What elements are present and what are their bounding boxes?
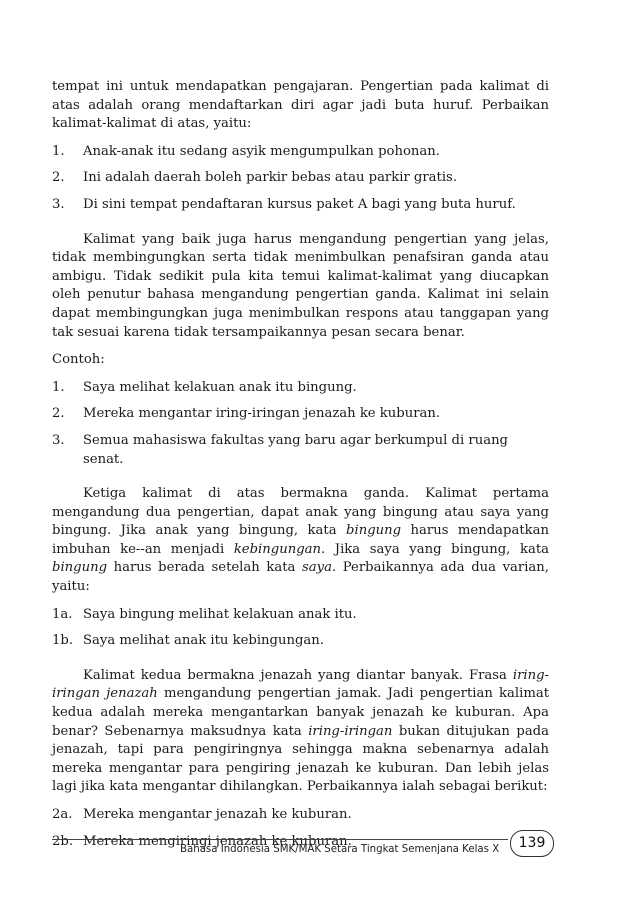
list-1 <box>52 143 549 215</box>
page-footer <box>52 830 562 870</box>
list-text: Mereka mengantar jenazah ke kuburan. <box>83 807 352 822</box>
list-number: 1. <box>52 143 65 159</box>
list-item <box>52 143 549 162</box>
italic-term: bingung <box>346 523 402 539</box>
list-number: 1b. <box>52 633 74 649</box>
list-text: Semua mahasiswa fakultas yang baru agar berkumpul di ruang senat. <box>83 432 509 467</box>
text-run: mengandung pengertian jamak. Jadi pengertian kalimat kedua adalah mereka mengantarkan banyak jenazah ke kuburan. Apa benar? Sebenarnya maksudnya kata <box>52 686 549 739</box>
list-number: 3. <box>52 196 65 212</box>
list-item <box>52 606 549 625</box>
list-item <box>52 632 549 651</box>
text-run: bukan ditujukan pada jenazah, tapi para pengiringnya sehingga makna sebenarnya adalah mereka mengantar para pengiring jenazah ke kuburan. Dan lebih jelas lagi jika kata mengantar dihilangkan. Perbaikannya ialah sebagai berikut: <box>52 723 549 795</box>
list-number: 2a. <box>52 807 73 822</box>
italic-term: kebingungan <box>233 541 321 557</box>
text-run: . Perbaikannya ada dua varian, yaitu: <box>52 560 549 595</box>
paragraph-2: Kalimat yang baik juga harus mengandung pengertian yang jelas, tidak membingungkan serta tidak menimbulkan penafsiran ganda atau ambigu. Tidak sedikit pula kita temui kalimat-kalimat yang diucapkan oleh penutur bahasa mengandung pengertian ganda. Kalimat ini selain dapat membingungkan juga menimbulkan respons atau tanggapan yang tak sesuai karena tidak tersampaikannya pesan secara benar. <box>52 231 549 340</box>
text-run: . Jika saya yang bingung, kata <box>321 541 549 557</box>
list-3 <box>52 606 549 651</box>
text-run: Ketiga kalimat di atas bermakna ganda. Kalimat pertama mengandung dua pengertian, dapat anak yang bingung atau saya yang bingung. Jika anak yang bingung, kata <box>52 486 549 539</box>
list-number: 2. <box>52 406 65 422</box>
list-item <box>52 806 549 825</box>
list-number: 2. <box>52 170 65 186</box>
italic-term: iring-iringan jenazah <box>52 667 549 702</box>
list-text: Ini adalah daerah boleh parkir bebas atau parkir gratis. <box>83 170 458 186</box>
list-number: 1a. <box>52 606 73 622</box>
page-body <box>52 78 549 851</box>
footer-divider <box>52 839 508 840</box>
example-label: Contoh: <box>52 352 105 368</box>
list-text: Mereka mengiringi jenazah ke kuburan. <box>83 833 352 849</box>
page-number: 139 <box>510 830 554 857</box>
list-text: Saya bingung melihat kelakuan anak itu. <box>83 606 357 622</box>
list-text: Di sini tempat pendaftaran kursus paket A bagi yang buta huruf. <box>83 196 516 212</box>
italic-term: bingung <box>52 560 108 576</box>
paragraph-1: tempat ini untuk mendapatkan pengajaran. Pengertian pada kalimat di atas adalah orang mendaftarkan diri agar jadi buta huruf. Perbaikan kalimat-kalimat di atas, yaitu: <box>52 79 549 132</box>
list-item <box>52 379 549 398</box>
list-number: 2b. <box>52 833 74 849</box>
italic-term: saya <box>301 560 332 576</box>
list-item <box>52 432 549 469</box>
text-run: Kalimat kedua bermakna jenazah yang diantar banyak. Frasa <box>83 667 513 683</box>
text-run: harus mendapatkan imbuhan ke--an menjadi <box>52 523 549 557</box>
text-run: harus berada setelah kata <box>107 560 302 576</box>
list-text: Anak-anak itu sedang asyik mengumpulkan pohonan. <box>83 143 440 159</box>
list-item <box>52 169 549 188</box>
list-2 <box>52 379 549 469</box>
italic-term: iring-iringan <box>308 723 393 739</box>
paragraph-3 <box>52 485 549 597</box>
list-item <box>52 196 549 215</box>
book-title: Bahasa Indonesia SMK/MAK Setara Tingkat Semenjana Kelas X <box>180 844 500 855</box>
paragraph-4 <box>52 667 549 797</box>
list-number: 3. <box>52 432 65 448</box>
list-number: 1. <box>52 379 65 395</box>
list-text: Saya melihat anak itu kebingungan. <box>83 633 324 649</box>
list-text: Saya melihat kelakuan anak itu bingung. <box>83 379 357 395</box>
list-item <box>52 405 549 424</box>
list-text: Mereka mengantar iring-iringan jenazah ke kuburan. <box>83 406 441 422</box>
